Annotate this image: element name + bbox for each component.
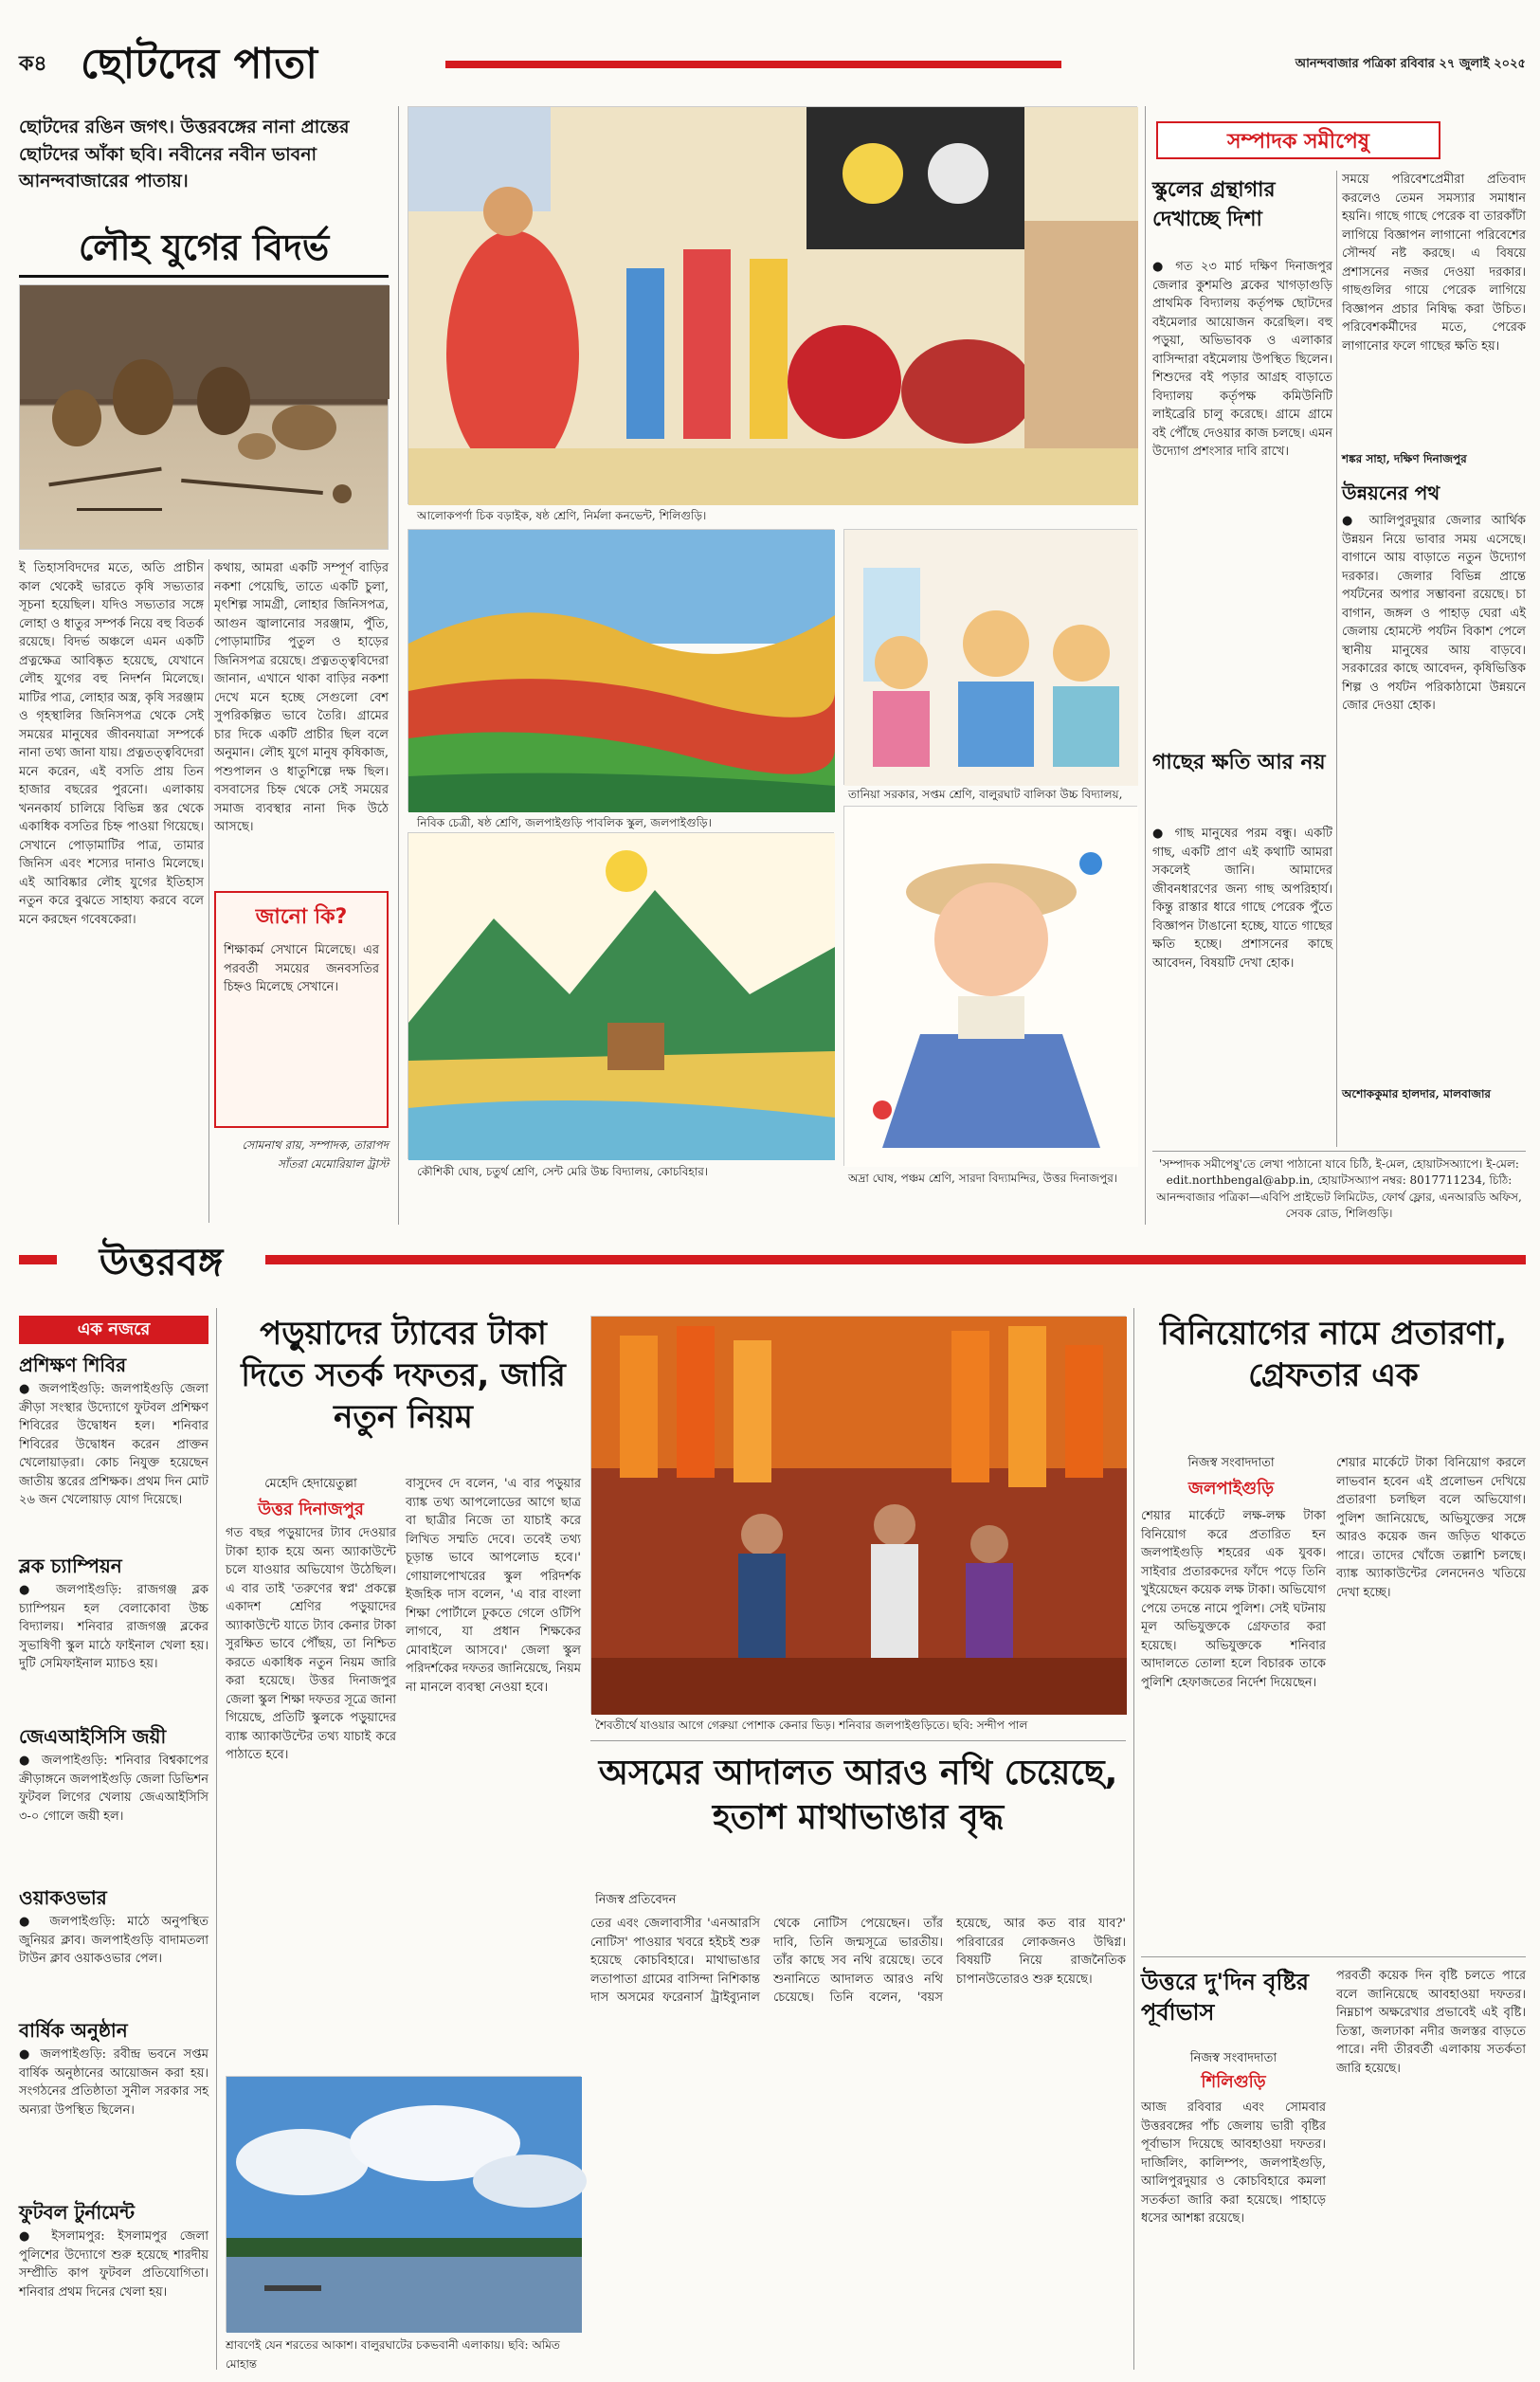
story1-dateline: উত্তর দিনাজপুর [258,1500,364,1519]
story2-top-rule [590,1740,1126,1741]
caption-3: তানিয়া সরকার, সপ্তম শ্রেণি, বালুরঘাট বালিকা উচ্চ বিদ্যালয়, [848,788,1123,801]
sky-photo [226,2076,581,2332]
header-red-bar [445,61,1061,68]
drawing-landscape-fields [408,529,834,811]
story2-headline: অসমের আদালত আরও নথি চেয়েছে, হতাশ মাথাভাঙার বৃদ্ধ [598,1754,1118,1837]
editor-sign-1: শঙ্কর সাহা, দক্ষিণ দিনাজপুর [1342,452,1467,465]
lead-headline: লৌহ যুগের বিদর্ভ [78,227,330,268]
editor-letter3-text: ● আলিপুরদুয়ার জেলার আর্থিক উন্নয়ন নিয়ে ভাবার সময় এসেছে। বাগানে আয় বাড়াতে নতুন উদ্যোগ দরকার। জেলার বিভিন্ন প্রান্তে পর্যটনের অপার সম্ভাবনা রয়েছে। চা বাগান, জঙ্গল ও পাহাড় ঘেরা এই জেলায় হোমস্টে পর্যটন বিকাশ পেলে স্থানীয় মানুষের আয় বাড়বে। সরকারের কাছে আবেদন, কৃষিভিত্তিক শিল্প ও পর্যটন পরিকাঠামো উন্নয়নে জোর দেওয়া হোক। [1342,514,1531,713]
story2-byline: নিজস্ব প্রতিবেদন [595,1893,677,1907]
glance-divider [216,1308,217,2370]
glance-b5-title: বার্ষিক অনুষ্ঠান [19,2019,128,2042]
drawing-festival [408,106,1137,504]
glance-b2-title: ব্লক চ্যাম্পিয়ন [19,1555,122,1577]
editor-box-title: সম্পাদক সমীপেষু [1156,121,1440,159]
caption-5: অদ্রা ঘোষ, পঞ্চম শ্রেণি, সারদা বিদ্যামন্দির, উত্তর দিনাজপুর। [848,1172,1118,1185]
glance-b1-title: প্রশিক্ষণ শিবির [19,1354,127,1376]
intro-blurb: ছোটদের রঙিন জগৎ। উত্তরবঙ্গের নানা প্রান্তের ছোটদের আঁকা ছবি। নবীনের নবীন ভাবনা আনন্দবাজারের পাতায়। [19,117,350,191]
editor-sign-2: অশোককুমার হালদার, মালবাজার [1342,1087,1492,1100]
editor-col-rule [1336,171,1337,1147]
column-divider [398,106,399,1225]
story3-dateline: জলপাইগুড়ি [1187,1479,1275,1499]
glance-b2-text: ● জলপাইগুড়ি: রাজগঞ্জ ব্লক চ্যাম্পিয়ন হল বেলাকোবা উচ্চ বিদ্যালয়। শনিবার রাজগঞ্জ ব্লকের সুভাষিণী স্কুল মাঠে ফাইনাল খেলা হয়। দুটি সেমিফাইনাল ম্যাচও হয়। [19,1583,213,1671]
lead-credit: সোমনাথ রায়, সম্পাদক, তারাপদ সাঁতরা মেমোরিয়াল ট্রাস্ট [242,1138,389,1171]
story1-byline: মেহেদি হেদায়েতুল্লা [264,1477,357,1491]
story1-col2: বাসুদেব দে বলেন, 'এ বার পড়ুয়ার ব্যাঙ্ক তথ্য আপলোডের আগে ছাত্র বা ছাত্রীর নিজে তা যাচাই করে লিখিত সম্মতি দেবে। তবেই তথ্য চূড়ান্ত ভাবে আপলোড হবে।' গোয়ালপোখরের স্কুল পরিদর্শক ইজহিক দাস বলেন, 'এ বার বাংলা শিক্ষা পোর্টালে ঢুকতে গেলে ওটিপি লাগবে, যা প্রধান শিক্ষকের মোবাইলে আসবে।' জেলা স্কুল পরিদর্শকের দফতর জানিয়েছে, নিয়ম না মানলে ব্যবস্থা নেওয়া হবে। [406,1477,586,1695]
editor-letter1-title: স্কুলের গ্রন্থাগার দেখাচ্ছে দিশা [1152,178,1276,231]
story1-col1: গত বছর পড়ুয়াদের ট্যাব দেওয়ার টাকা হ্যাক হয়ে অন্য অ্যাকাউন্টে চলে যাওয়ার অভিযোগ উঠেছিল। এ বার তাই 'তরুণের স্বপ্ন' প্রকল্পে একাদশ শ্রেণির পড়ুয়াদের অ্যাকাউন্টে যাতে ট্যাব কেনার টাকা সুরক্ষিত ভাবে পৌঁছয়, তা নিশ্চিত করতে একাধিক নতুন নিয়ম জারি করা হয়েছে। উত্তর দিনাজপুর জেলা স্কুল শিক্ষা দফতর সূত্রে জানা গিয়েছে, প্রতিটি স্কুলকে পড়ুয়াদের ব্যাঙ্ক অ্যাকাউন্টের তথ্য যাচাই করে পাঠাতে হবে। [226,1526,401,1762]
glance-b4-title: ওয়াকওভার [19,1886,107,1909]
story4-col1: আজ রবিবার এবং সোমবার উত্তরবঙ্গের পাঁচ জেলায় ভারী বৃষ্টির পূর্বাভাস দিয়েছে আবহাওয়া দফতর। দার্জিলিং, কালিম্পং, জলপাইগুড়ি, আলিপুরদুয়ার ও কোচবিহারে কমলা সতর্কতা জারি করা হয়েছে। পাহাড়ে ধসের আশঙ্কা রয়েছে। [1141,2100,1331,2226]
editor-continued-text: সময়ে পরিবেশপ্রেমীরা প্রতিবাদ করলেও তেমন সমস্যার সমাধান হয়নি। গাছে গাছে পেরেক বা তারকাঁটা লাগিয়ে বিজ্ঞাপন লাগানো পরিবেশের সৌন্দর্য নষ্ট করছে। এ বিষয়ে প্রশাসনের নজর দেওয়া দরকার। গাছগুলির গায়ে পেরেক লাগিয়ে বিজ্ঞাপন প্রচার নিষিদ্ধ করা উচিত। পরিবেশকর্মীদের মতে, পেরেক লাগানোর ফলে গাছের ক্ষতি হয়। [1342,173,1531,354]
glance-b3-text: ● জলপাইগুড়ি: শনিবার বিশ্বকাপের ক্রীড়াঙ্গনে জলপাইগুড়ি জেলা ডিভিশন ফুটবল লিগের খেলায় জেএআইসিসি ৩-০ গোলে জয়ী হল। [19,1754,213,1824]
editor-letter1-text: ● গত ২৩ মার্চ দক্ষিণ দিনাজপুর জেলার কুশমণ্ডি ব্লকের খাগড়াগুড়ি প্রাথমিক বিদ্যালয় কর্তৃপক্ষ ছোটদের বইমেলার আয়োজন করেছিল। বহু পড়ুয়া, অভিভাবক ও এলাকার বাসিন্দারা বইমেলায় উপস্থিত ছিলেন। শিশুদের বই পড়ার আগ্রহ বাড়াতে বিদ্যালয় কর্তৃপক্ষ কমিউনিটি লাইব্রেরি চালু করেছে। গ্রামে গ্রামে বই পৌঁছে দেওয়ার কাজ চলছে। এমন উদ্যোগ প্রশংসার দাবি রাখে। [1152,260,1337,459]
did-you-know-text: শিক্ষাকর্ম সেখানে মিলেছে। এর পরবর্তী সময়ের জনবসতির চিহ্নও মিলেছে সেখানে। [224,943,384,994]
caption-2: নিবিক চেত্রী, ষষ্ঠ শ্রেণি, জলপাইগুড়ি পাবলিক স্কুল, জলপাইগুড়ি। [417,816,712,829]
story3-col2: শেয়ার মার্কেটে টাকা বিনিয়োগ করলে লাভবান হবেন এই প্রলোভন দেখিয়ে প্রতারণা চলছিল বলে অভিযোগ। পুলিশ জানিয়েছে, অভিযুক্তের সঙ্গে আরও কয়েক জন জড়িত থাকতে পারে। তাদের খোঁজে তল্লাশি চলছে। ব্যাঙ্ক অ্যাকাউন্টের লেনদেনও খতিয়ে দেখা হচ্ছে। [1336,1456,1531,1600]
glance-b6-title: ফুটবল টুর্নামেন্ট [19,2201,136,2224]
glance-b5-text: ● জলপাইগুড়ি: রবীন্দ্র ভবনে সপ্তম বার্ষিক অনুষ্ঠানের আয়োজন করা হয়। সংগঠনের প্রতিষ্ঠাতা সুনীল সরকার সহ অন্যরা উপস্থিত ছিলেন। [19,2047,213,2118]
caption-1: আলোকপর্ণা চিক বড়াইক, ষষ্ঠ শ্রেণি, নির্মলা কনভেন্ট, শিলিগুড়ি। [417,509,707,522]
glance-b4-text: ● জলপাইগুড়ি: মাঠে অনুপস্থিত জুনিয়র ক্লাব। জলপাইগুড়ি বাদামতলা টাউন ক্লাব ওয়াকওভার পেল। [19,1915,213,1966]
section-title: ছোটদের পাতা [81,40,317,88]
story2-body: তের এবং জেলাবাসীর 'এনআরসি নোটিস' পাওয়ার খবরে হইচই শুরু হয়েছে কোচবিহারে। মাথাভাঙার লতাপাতা গ্রামের বাসিন্দা নিশিকান্ত দাস অসমের ফরেনার্স ট্রাইব্যুনাল থেকে নোটিস পেয়েছেন। তাঁর দাবি, তিনি জন্মসূত্রে ভারতীয়। তাঁর কাছে সব নথি রয়েছে। তবে শুনানিতে আদালত আরও নথি চেয়েছে। তিনি বলেন, 'বয়স হয়েছে, আর কত বার যাব?' পরিবারের লোকজনও উদ্বিগ্ন। বিষয়টি নিয়ে রাজনৈতিক চাপানউতোরও শুরু হয়েছে। [590,1917,1131,2005]
story4-top-rule [1141,1956,1526,1957]
did-you-know-box [214,891,389,1128]
drawing-cartoon [843,529,1137,785]
sky-photo-caption: শ্রাবণেই যেন শরতের আকাশ। বালুরঘাটের চকভবানী এলাকায়। ছবি: অমিত মোহান্ত [226,2338,560,2371]
col-rule [208,559,209,1223]
story1-headline: পড়ুয়াদের ট্যাবের টাকা দিতে সতর্ক দফতর, জারি নতুন নিয়ম [241,1315,566,1437]
lead-article-col1: ই তিহাসবিদদের মতে, অতি প্রাচীন কাল থেকেই ভারতে কৃষি সভ্যতার সূচনা হয়েছিল। যদিও সভ্যতার সঙ্গে লোহা ও ধাতুর সম্পর্ক নিয়ে বহু বিতর্ক রয়েছে। বিদর্ভ অঞ্চলে এমন একটি প্রত্নক্ষেত্র আবিষ্কৃত হয়েছে, যেখানে লৌহ যুগের বহু নিদর্শন মিলেছে। মাটির পাত্র, লোহার অস্ত্র, কৃষি সরঞ্জাম ও গৃহস্থালির জিনিসপত্র থেকে সেই সময়ের মানুষের জীবনযাত্রা সম্পর্কে নানা তথ্য জানা যায়। প্রত্নতত্ত্ববিদেরা মনে করেন, এই বসতি প্রায় তিন হাজার বছরের পুরনো। এলাকায় খননকার্য চালিয়ে বিভিন্ন স্তর থেকে একাধিক বসতির চিহ্ন পাওয়া গিয়েছে। সেখানে পোড়ামাটির পাত্র, তামার জিনিস এবং শস্যের দানাও মিলেছে। এই আবিষ্কার লৌহ যুগের ইতিহাস নতুন করে বুঝতে সাহায্য করবে বলে মনে করছেন গবেষকেরা। [19,561,208,927]
glance-title: এক নজরে [19,1316,208,1344]
north-band-title: উত্তরবঙ্গ [57,1232,265,1296]
story3-divider [1133,1308,1134,2370]
glance-b3-title: জেএআইসিসি জয়ী [19,1725,167,1748]
glance-b1-text: ● জলপাইগুড়ি: জলপাইগুড়ি জেলা ক্রীড়া সংস্থার উদ্যোগে ফুটবল প্রশিক্ষণ শিবিরের উদ্বোধন হল। শনিবার শিবিরের উদ্বোধন করেন প্রাক্তন খেলোয়াড়রা। কোচ নিযুক্ত হয়েছেন জাতীয় স্তরের প্রশিক্ষক। প্রথম দিন মোট ২৬ জন খেলোয়াড় যোগ দিয়েছে। [19,1382,213,1507]
editor-footer: 'সম্পাদক সমীপেষু'তে লেখা পাঠানো যাবে চিঠি, ই-মেল, হোয়াটসঅ্যাপে। ই-মেল: edit.northbengal@abp.in, হোয়াটসঅ্যাপ নম্বর: 8017711234, চিঠি: আনন্দবাজার পত্রিকা—এবিপি প্রাইভেট লিমিটেড, ফোর্থ ফ্লোর, এনআরডি অফিস, সেবক রোড, শিলিগুড়ি। [1156,1157,1522,1221]
caption-4: কৌশিকী ঘোষ, চতুর্থ শ্রেণি, সেন্ট মেরি উচ্চ বিদ্যালয়, কোচবিহার। [417,1165,709,1178]
story4-byline: নিজস্ব সংবাদদাতা [1189,2051,1277,2065]
editor-letter2-text: ● গাছ মানুষের পরম বন্ধু। একটি গাছ, একটি প্রাণ এই কথাটি আমরা সকলেই জানি। আমাদের জীবনধারণের জন্য গাছ অপরিহার্য। কিন্তু রাস্তার ধারে গাছে পেরেক পুঁতে বিজ্ঞাপন টাঙানো হচ্ছে, যাতে গাছের ক্ষতি হচ্ছে। প্রশাসনের কাছে আবেদন, বিষয়টি দেখা হোক। [1152,827,1337,971]
editor-letter2-title: গাছের ক্ষতি আর নয় [1152,751,1326,774]
market-photo [590,1316,1126,1714]
drawing-cowgirl [843,806,1137,1166]
page-number: ক৪ [19,52,47,76]
did-you-know-title: জানো কি? [255,905,348,929]
market-photo-caption: শৈবতীর্থে যাওয়ার আগে গেরুয়া পোশাক কেনার ভিড়। শনিবার জলপাইগুড়িতে। ছবি: সন্দীপ পাল [595,1718,1028,1732]
column-divider-2 [1145,106,1146,1225]
story4-col2: পরবর্তী কয়েক দিন বৃষ্টি চলতে পারে বলে জানিয়েছে আবহাওয়া দফতর। নিম্নচাপ অক্ষরেখার প্রভাবেই এই বৃষ্টি। তিস্তা, জলঢাকা নদীর জলস্তর বাড়তে পারে। নদী তীরবর্তী এলাকায় সতর্কতা জারি হয়েছে। [1336,1969,1531,2076]
story4-dateline: শিলিগুড়ি [1201,2072,1266,2092]
masthead-date: আনন্দবাজার পত্রিকা রবিবার ২৭ জুলাই ২০২৫ [1295,57,1526,71]
story4-headline: উত্তরে দু'দিন বৃষ্টির পূর্বাভাস [1141,1969,1309,2027]
artifact-photo [19,284,389,550]
lead-article-col2: কথায়, আমরা একটি সম্পূর্ণ বাড়ির নকশা পেয়েছি, তাতে একটি চুলা, মৃৎশিল্প সামগ্রী, লোহার জিনিসপত্র, আগুন জ্বালানোর সরঞ্জাম, পুঁতি, পোড়ামাটির পুতুল ও হাড়ের জিনিসপত্র রয়েছে। প্রত্নতত্ত্ববিদেরা জানান, এখানে থাকা বাড়ির নকশা দেখে মনে হচ্ছে সেগুলো বেশ সুপরিকল্পিত ভাবে তৈরি। গ্রামের চার দিকে একটি প্রাচীর ছিল বলে অনুমান। লৌহ যুগে মানুষ কৃষিকাজ, পশুপালন ও ধাতুশিল্পে দক্ষ ছিল। বসবাসের চিহ্ন থেকে সেই সময়ের সমাজ ব্যবস্থার নানা দিক উঠে আসছে। [214,561,393,834]
story3-col1: শেয়ার মার্কেটে লক্ষ-লক্ষ টাকা বিনিয়োগ করে প্রতারিত হন জলপাইগুড়ি শহরের এক যুবক। সাইবার প্রতারকদের ফাঁদে পড়ে তিনি খুইয়েছেন কয়েক লক্ষ টাকা। অভিযোগ পেয়ে তদন্তে নামে পুলিশ। সেই ঘটনায় মূল অভিযুক্তকে গ্রেফতার করা হয়েছে। অভিযুক্তকে শনিবার আদালতে তোলা হলে বিচারক তাকে পুলিশি হেফাজতের নির্দেশ দিয়েছেন। [1141,1509,1331,1690]
lead-headline-rule [19,275,389,278]
editor-letter3-title: উন্নয়নের পথ [1342,482,1440,504]
story3-headline: বিনিয়োগের নামে প্রতারণা, গ্রেফতার এক [1159,1315,1508,1395]
editor-footer-rule [1152,1151,1526,1152]
drawing-mountains [408,832,834,1159]
story3-byline: নিজস্ব সংবাদদাতা [1187,1456,1275,1470]
glance-b6-text: ● ইসলামপুর: ইসলামপুর জেলা পুলিশের উদ্যোগে শুরু হয়েছে শারদীয় সম্প্রীতি কাপ ফুটবল প্রতিযোগিতা। শনিবার প্রথম দিনের খেলা হয়। [19,2229,213,2300]
